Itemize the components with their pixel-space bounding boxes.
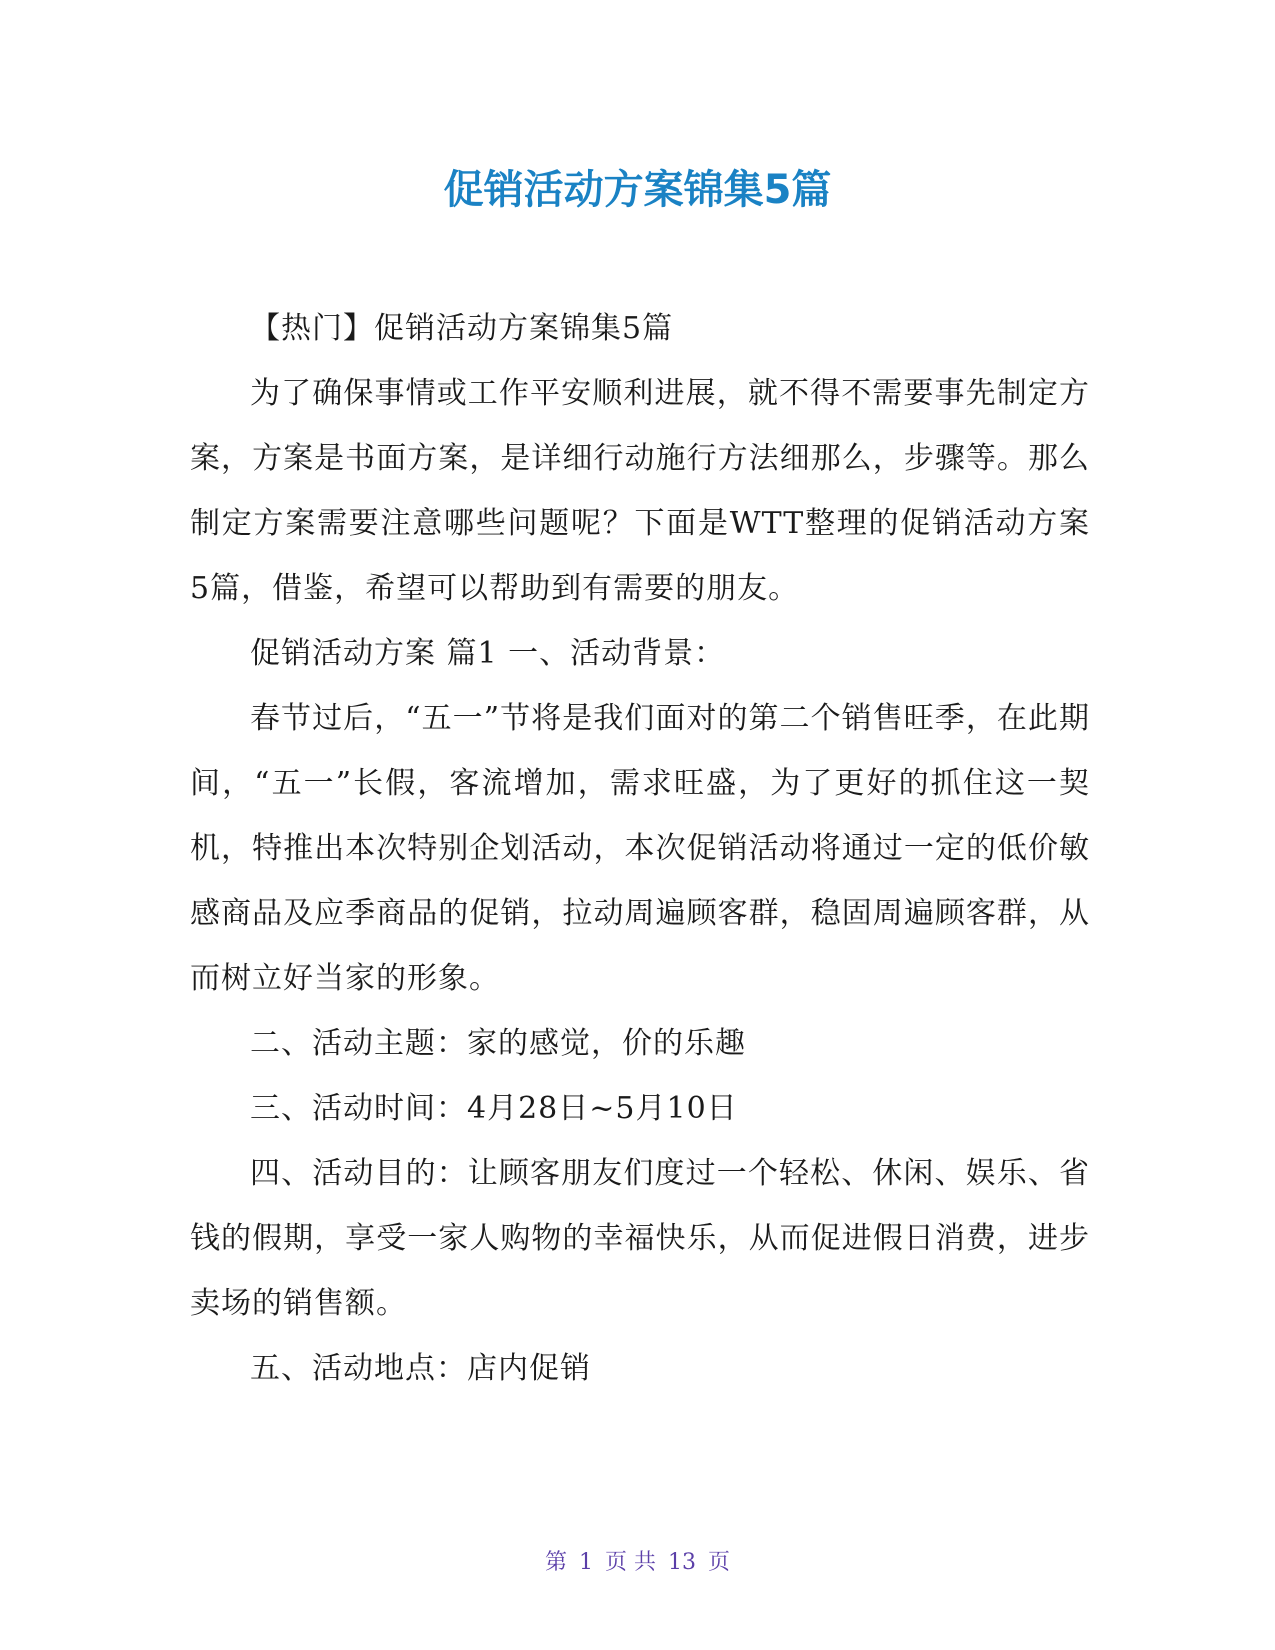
- footer-label-of: 页 共: [605, 1550, 656, 1575]
- footer-label-pages: 页: [708, 1550, 731, 1575]
- paragraph-intro-tag: 【热门】促销活动方案锦集5篇: [250, 311, 674, 346]
- document-body: [190, 296, 1090, 1401]
- footer-current-page: 1: [579, 1550, 593, 1575]
- paragraph-section-heading: 促销活动方案 篇1 一、活动背景：: [250, 636, 726, 671]
- paragraph-background: 春节过后，“五一”节将是我们面对的第二个销售旺季，在此期间，“五一”长假，客流增加，需求旺盛，为了更好的抓住这一契机，特推出本次特别企划活动，本次促销活动将通过一定的低价敏感商品及应季商品的促销，拉动周遍顾客群，稳固周遍顾客群，从而树立好当家的形象。: [190, 701, 1090, 996]
- paragraph-intro: 为了确保事情或工作平安顺利进展，就不得不需要事先制定方案，方案是书面方案，是详细行动施行方法细那么，步骤等。那么制定方案需要注意哪些问题呢？下面是WTT整理的促销活动方案5篇，借鉴，希望可以帮助到有需要的朋友。: [190, 376, 1090, 606]
- footer-total-pages: 13: [668, 1550, 696, 1575]
- page-title: 促销活动方案锦集5篇: [443, 167, 832, 213]
- page-footer: [0, 1548, 1275, 1578]
- paragraph-time: 三、活动时间：4月28日~5月10日: [250, 1091, 738, 1126]
- paragraph-theme: 二、活动主题：家的感觉，价的乐趣: [250, 1026, 746, 1061]
- paragraph-location: 五、活动地点：店内促销: [250, 1351, 591, 1386]
- footer-label-page: 第: [544, 1550, 567, 1575]
- paragraph-purpose: 四、活动目的：让顾客朋友们度过一个轻松、休闲、娱乐、省钱的假期，享受一家人购物的幸福快乐，从而促进假日消费，进步卖场的销售额。: [190, 1156, 1090, 1321]
